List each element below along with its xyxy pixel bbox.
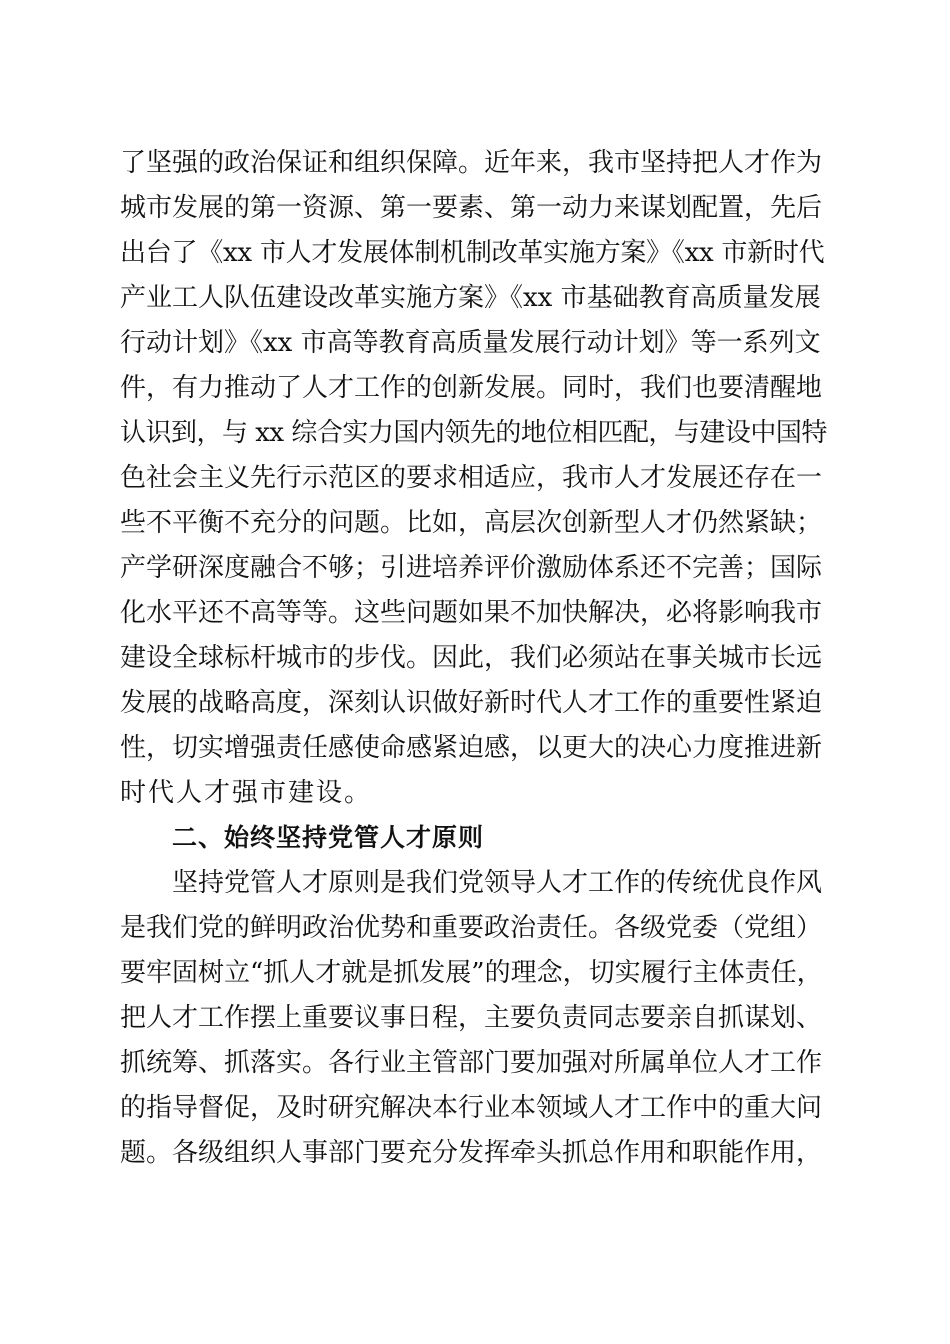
paragraph-line: 认识到，与 xx 综合实力国内领先的地位相匹配，与建设中国特 (120, 418, 827, 448)
paragraph-line: 了坚强的政治保证和组织保障。近年来，我市坚持把人才作为 (120, 148, 823, 178)
paragraph-line: 色社会主义先行示范区的要求相适应，我市人才发展还存在一 (120, 463, 823, 493)
section-heading: 二、始终坚持党管人才原则 (172, 823, 485, 852)
paragraph-line: 件，有力推动了人才工作的创新发展。同时，我们也要清醒地 (120, 373, 823, 403)
paragraph-line: 产业工人队伍建设改革实施方案》《xx 市基础教育高质量发展 (120, 283, 821, 313)
paragraph-line: 建设全球标杆城市的步伐。因此，我们必须站在事关城市长远 (120, 643, 823, 673)
paragraph-line: 城市发展的第一资源、第一要素、第一动力来谋划配置，先后 (120, 193, 823, 223)
paragraph-line: 些不平衡不充分的问题。比如，高层次创新型人才仍然紧缺； (120, 508, 823, 538)
paragraph-line: 产学研深度融合不够；引进培养评价激励体系还不完善；国际 (120, 553, 823, 583)
paragraph-line: 的指导督促，及时研究解决本行业本领域人才工作中的重大问 (120, 1093, 823, 1123)
paragraph-line: 化水平还不高等等。这些问题如果不加快解决，必将影响我市 (120, 598, 823, 628)
paragraph-line: 题。各级组织人事部门要充分发挥牵头抓总作用和职能作用， (120, 1138, 823, 1168)
paragraph-line: 发展的战略高度，深刻认识做好新时代人才工作的重要性紧迫 (120, 688, 823, 718)
paragraph-line: 行动计划》《xx 市高等教育高质量发展行动计划》等一系列文 (120, 328, 821, 358)
paragraph-line: 性，切实增强责任感使命感紧迫感，以更大的决心力度推进新 (120, 733, 823, 763)
paragraph-line: 要牢固树立“抓人才就是抓发展”的理念，切实履行主体责任， (120, 958, 823, 988)
paragraph-line: 时代人才强市建设。 (120, 778, 373, 808)
paragraph-line: 坚持党管人才原则是我们党领导人才工作的传统优良作风 (172, 868, 823, 898)
paragraph-line: 出台了《xx 市人才发展体制机制改革实施方案》《xx 市新时代 (120, 238, 825, 268)
paragraph-line: 把人才工作摆上重要议事日程，主要负责同志要亲自抓谋划、 (120, 1003, 823, 1033)
paragraph-line: 抓统筹、抓落实。各行业主管部门要加强对所属单位人才工作 (120, 1048, 823, 1078)
paragraph-line: 是我们党的鲜明政治优势和重要政治责任。各级党委（党组） (120, 913, 823, 943)
